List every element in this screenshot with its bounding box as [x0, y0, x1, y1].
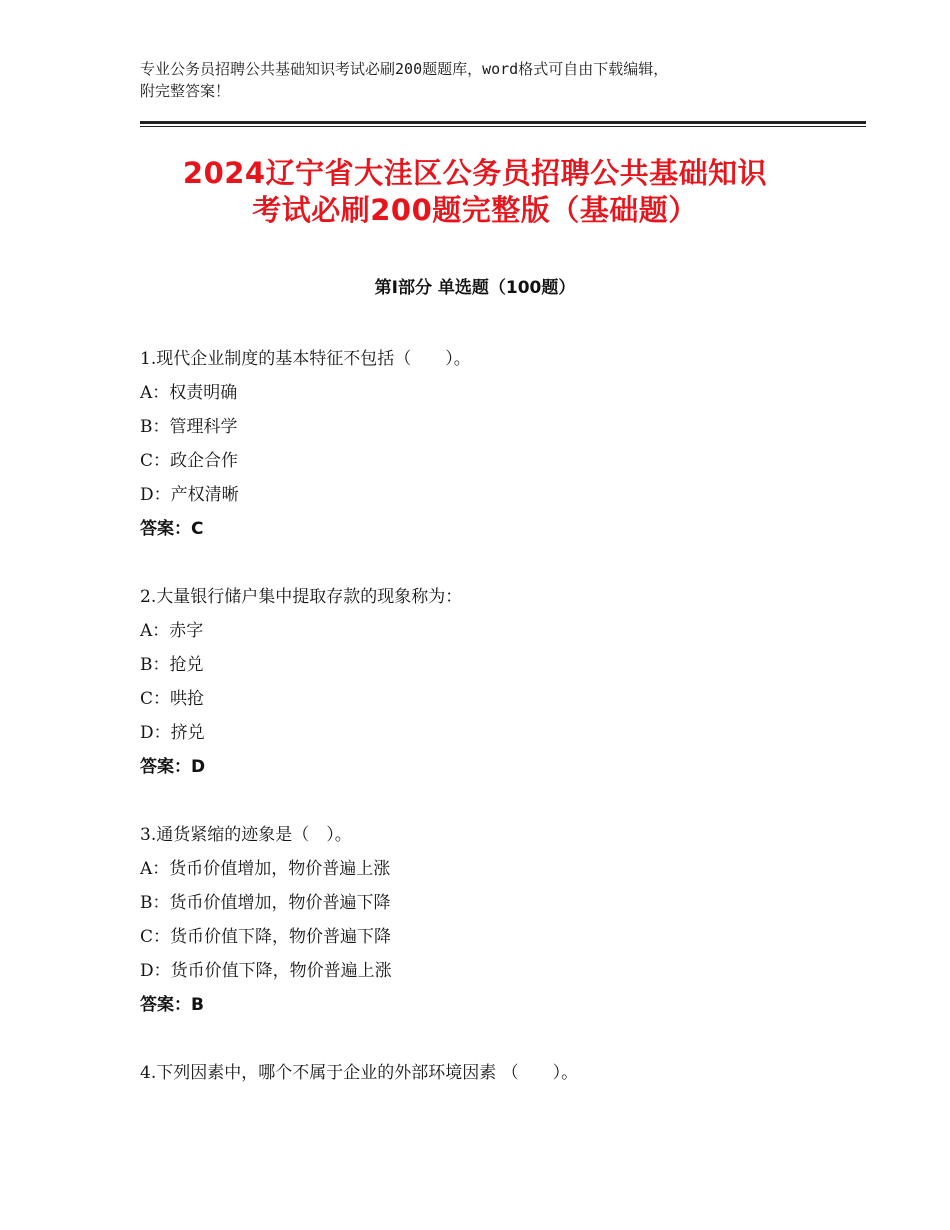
question-stem: 2.大量银行储户集中提取存款的现象称为：	[140, 587, 463, 607]
question-list	[140, 342, 860, 1124]
option-c: C：哄抢	[140, 689, 205, 709]
option-c: C：货币价值下降，物价普遍下降	[140, 927, 392, 947]
question-stem: 4.下列因素中，哪个不属于企业的外部环境因素 （ ）。	[140, 1063, 579, 1083]
header-note-line-2: 附完整答案！	[140, 82, 231, 100]
option-a: A：权责明确	[140, 383, 238, 403]
document-title-line-1: 2024辽宁省大洼区公务员招聘公共基础知识	[182, 156, 768, 190]
question-stem: 1.现代企业制度的基本特征不包括（ ）。	[140, 349, 471, 369]
document-title	[70, 155, 880, 229]
question-4	[140, 1056, 860, 1090]
option-a: A：赤字	[140, 621, 204, 641]
header-divider-thick	[140, 121, 866, 124]
option-a: A：货币价值增加，物价普遍上涨	[140, 859, 391, 879]
option-b: B：管理科学	[140, 417, 238, 437]
question-3	[140, 818, 860, 1022]
header-note-line-1: 专业公务员招聘公共基础知识考试必刷200题题库，word格式可自由下载编辑，	[140, 60, 669, 78]
question-1	[140, 342, 860, 546]
option-b: B：货币价值增加，物价普遍下降	[140, 893, 391, 913]
question-stem: 3.通货紧缩的迹象是（ ）。	[140, 825, 352, 845]
header-divider-thin	[140, 126, 866, 127]
option-c: C：政企合作	[140, 451, 239, 471]
question-2	[140, 580, 860, 784]
option-d: D：挤兑	[140, 723, 205, 743]
option-d: D：货币价值下降，物价普遍上涨	[140, 961, 392, 981]
answer-label: 答案：D	[140, 757, 206, 777]
answer-label: 答案：C	[140, 519, 204, 539]
answer-label: 答案：B	[140, 995, 204, 1015]
option-d: D：产权清晰	[140, 485, 239, 505]
section-heading: 第Ⅰ部分 单选题（100题）	[374, 278, 576, 298]
document-title-line-2: 考试必刷200题完整版（基础题）	[252, 193, 698, 227]
option-b: B：抢兑	[140, 655, 204, 675]
header-note	[140, 58, 820, 102]
